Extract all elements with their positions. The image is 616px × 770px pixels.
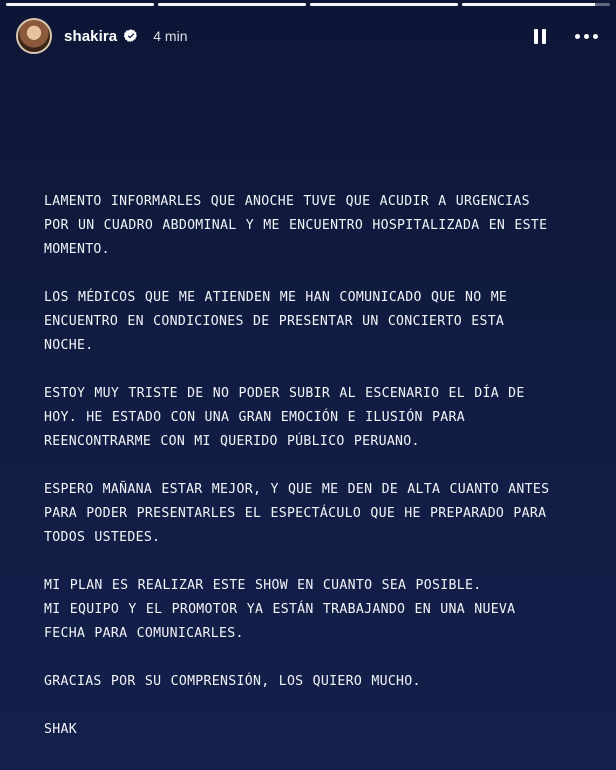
more-dot	[584, 34, 589, 39]
pause-bar	[542, 29, 546, 44]
message-line: MI PLAN ES REALIZAR ESTE SHOW EN CUANTO SEA POSIBLE.	[44, 578, 482, 593]
message-line: FECHA PARA COMUNICARLES.	[44, 626, 244, 641]
message-paragraph	[44, 574, 598, 646]
message-paragraph	[44, 286, 598, 358]
story-header	[16, 18, 600, 54]
story-time: 4 min	[153, 28, 188, 44]
message-line: GRACIAS POR SU COMPRENSIÓN, LOS QUIERO MUCHO.	[44, 674, 421, 689]
message-line: REENCONTRARME CON MI QUERIDO PÚBLICO PERUANO.	[44, 434, 420, 449]
signature: SHAK	[44, 722, 77, 737]
progress-fill	[158, 3, 306, 6]
message-paragraph	[44, 478, 598, 550]
story-progress-segment	[158, 3, 306, 6]
more-dot	[575, 34, 580, 39]
more-options-icon[interactable]	[572, 26, 600, 46]
message-line: NOCHE.	[44, 338, 94, 353]
message-line: PARA PODER PRESENTARLES EL ESPECTÁCULO QUE HE PREPARADO PARA	[44, 506, 547, 521]
pause-bar	[534, 29, 538, 44]
progress-fill	[462, 3, 595, 6]
message-line: MOMENTO.	[44, 242, 110, 257]
story-message	[44, 190, 598, 742]
story-progress-segment	[6, 3, 154, 6]
progress-fill	[310, 3, 458, 6]
story-progress-segment	[462, 3, 610, 6]
message-line: LAMENTO INFORMARLES QUE ANOCHE TUVE QUE ACUDIR A URGENCIAS	[44, 194, 530, 209]
message-line: POR UN CUADRO ABDOMINAL Y ME ENCUENTRO HOSPITALIZADA EN ESTE	[44, 218, 548, 233]
message-paragraph	[44, 670, 598, 694]
message-line: HOY. HE ESTADO CON UNA GRAN EMOCIÓN E ILUSIÓN PARA	[44, 410, 465, 425]
message-paragraph	[44, 190, 598, 262]
avatar[interactable]	[16, 18, 52, 54]
verified-badge-icon	[123, 28, 139, 44]
message-line: ESPERO MAÑANA ESTAR MEJOR, Y QUE ME DEN DE ALTA CUANTO ANTES	[44, 482, 550, 497]
story-progress-segment	[310, 3, 458, 6]
message-line: LOS MÉDICOS QUE ME ATIENDEN ME HAN COMUNICADO QUE NO ME	[44, 290, 508, 305]
message-paragraph	[44, 382, 598, 454]
pause-icon[interactable]	[530, 26, 550, 46]
message-line: TODOS USTEDES.	[44, 530, 161, 545]
username[interactable]: shakira	[64, 27, 118, 45]
more-dot	[593, 34, 598, 39]
message-line: ENCUENTRO EN CONDICIONES DE PRESENTAR UN CONCIERTO ESTA	[44, 314, 505, 329]
message-line: ESTOY MUY TRISTE DE NO PODER SUBIR AL ESCENARIO EL DÍA DE	[44, 386, 525, 401]
message-line: MI EQUIPO Y EL PROMOTOR YA ESTÁN TRABAJANDO EN UNA NUEVA	[44, 602, 516, 617]
progress-fill	[6, 3, 154, 6]
story-progress-bar	[6, 3, 610, 6]
